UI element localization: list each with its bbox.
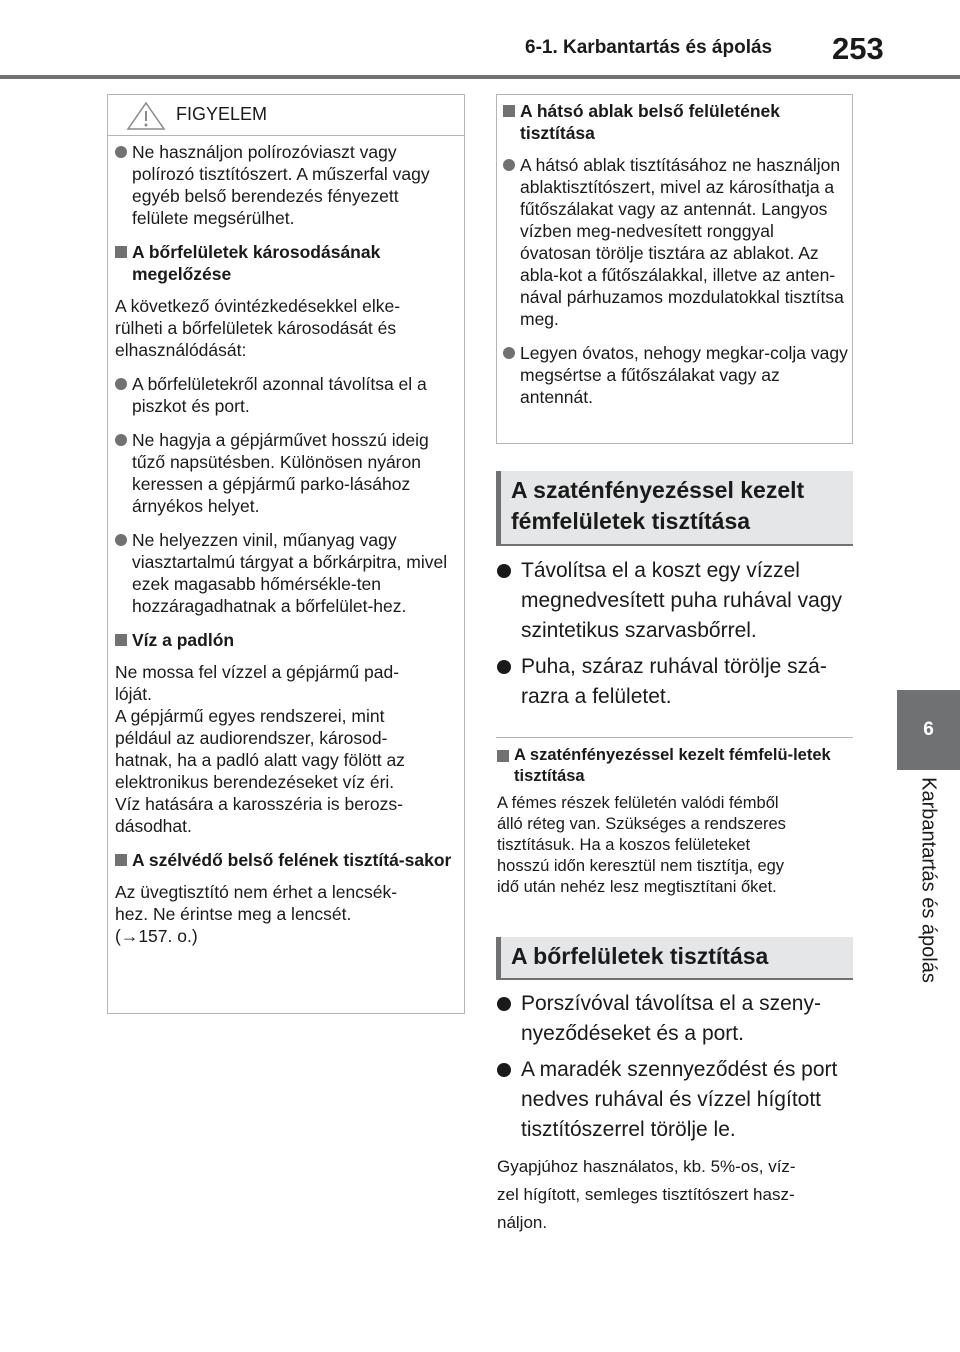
list-item: A maradék szennyeződést és port nedves ruhával és vízzel hígított tisztítószerrel törölje le. <box>497 1055 857 1145</box>
list-item: Porszívóval távolítsa el a szeny-nyeződéseket és a port. <box>497 989 857 1049</box>
paragraph: Gyapjúhoz használatos, kb. 5%-os, víz- zel hígított, semleges tisztítószert hasz- náljon. <box>497 1157 796 1232</box>
subheading: A hátsó ablak belső felületének tisztítása <box>503 100 848 144</box>
divider <box>496 737 853 738</box>
section-header: 6-1. Karbantartás és ápolás <box>525 37 773 58</box>
list-item: Távolítsa el a koszt egy vízzel megnedvesített puha ruhával vagy szintetikus szarvasbőrrel. <box>497 556 857 646</box>
warning-content <box>115 141 455 959</box>
rear-window-content <box>503 100 848 420</box>
header-rule <box>0 75 960 79</box>
list-item: Legyen óvatos, nehogy megkar-colja vagy megsértse a fűtőszálakat vagy az antennát. <box>503 342 848 408</box>
paragraph: A fémes részek felületén valódi fémből álló réteg van. Szükséges a rendszeres tisztításuk. Ha a koszos felületeket hosszú időn keresztül nem tisztítja, egy idő után nehéz lesz megtisztítani őket. <box>497 794 786 896</box>
paragraph: A következő óvintézkedésekkel elke- rülheti a bőrfelületek károsodását és elhasználódását: <box>115 296 401 360</box>
section-title: A szaténfényezéssel kezelt fémfelületek tisztítása <box>496 471 853 546</box>
chapter-label: Karbantartás és ápolás <box>917 777 940 983</box>
warning-triangle-icon <box>126 101 166 131</box>
section-content <box>497 989 857 1249</box>
paragraph: Az üvegtisztító nem érhet a lencsék- hez. Ne érintse meg a lencsét. (→157. o.) <box>115 882 398 946</box>
paragraph: Ne mossa fel vízzel a gépjármű pad- lóját. A gépjármű egyes rendszerei, mint például az audiorendszer, károsod- hatnak, ha a padló alatt vagy fölött az elektronikus berendezéseket víz éri. Víz hatására a karosszéria is berozs- dásodhat. <box>115 662 405 836</box>
chapter-number: 6 <box>923 719 934 740</box>
subheading: Víz a padlón <box>115 629 455 651</box>
chapter-tab <box>897 690 960 770</box>
warning-title: FIGYELEM <box>176 104 268 124</box>
list-item: A hátsó ablak tisztításához ne használjon ablaktisztítószert, mivel az károsíthatja a fűtőszálakat vagy az antennát. Langyos vízben meg-nedvesített ronggyal óvatosan törölje tisztára az ablakot. Az abla-kot a fűtőszálakkal, illetve az anten-nával párhuzamos mozdulatokkal tisztítsa meg. <box>503 154 848 330</box>
list-item: Ne hagyja a gépjárművet hosszú ideig tűző napsütésben. Különösen nyáron keressen a gépjármű parko-lásához árnyékos helyet. <box>115 429 455 517</box>
list-item: Ne használjon polírozóviaszt vagy polírozó tisztítószert. A műszerfal vagy egyéb belső berendezés fényezett felülete megsérülhet. <box>115 141 455 229</box>
section-content <box>497 556 857 718</box>
warning-header <box>108 95 464 136</box>
list-item: Ne helyezzen vinil, műanyag vagy viasztartalmú tárgyat a bőrkárpitra, mivel ezek magasabb hőmérsékle-ten hozzáragadhatnak a bőrfelület-hez. <box>115 529 455 617</box>
section-title: A bőrfelületek tisztítása <box>496 937 853 980</box>
info-note <box>497 745 857 910</box>
subheading: A szélvédő belső felének tisztítá-sakor <box>115 849 455 871</box>
page-number: 253 <box>832 31 884 66</box>
list-item: A bőrfelületekről azonnal távolítsa el a piszkot és port. <box>115 373 455 417</box>
subheading: A szaténfényezéssel kezelt fémfelü-letek tisztítása <box>497 745 857 787</box>
subheading: A bőrfelületek károsodásának megelőzése <box>115 241 455 285</box>
list-item: Puha, száraz ruhával törölje szá-razra a felületet. <box>497 652 857 712</box>
